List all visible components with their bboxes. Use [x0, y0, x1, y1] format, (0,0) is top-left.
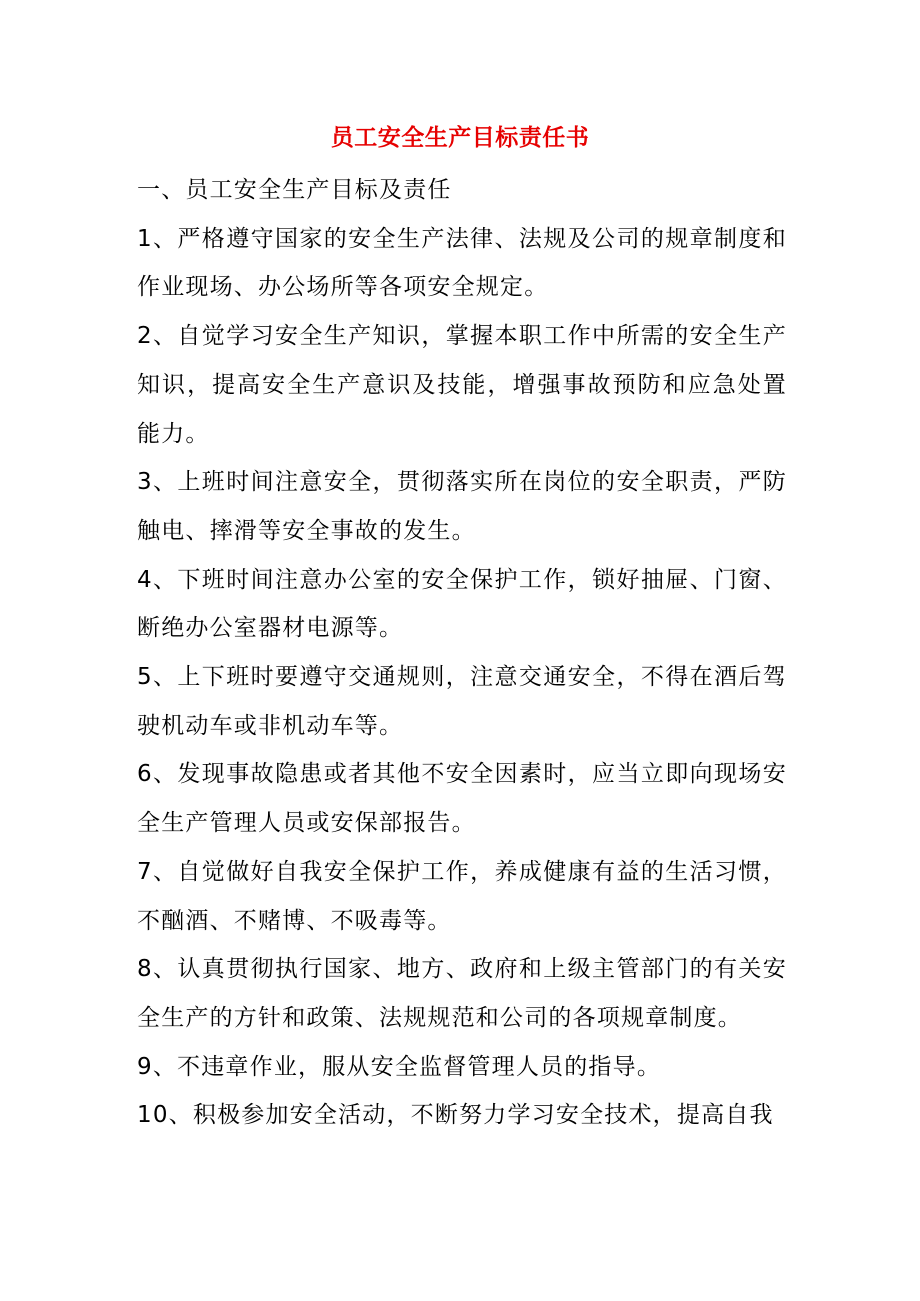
- responsibility-item-1: 1、严格遵守国家的安全生产法律、法规及公司的规章制度和作业现场、办公场所等各项安全规定。: [137, 225, 787, 301]
- responsibility-item-7: 7、自觉做好自我安全保护工作，养成健康有益的生活习惯，不酗酒、不赌博、不吸毒等。: [137, 858, 787, 934]
- responsibility-item-5: 5、上下班时要遵守交通规则，注意交通安全，不得在酒后驾驶机动车或非机动车等。: [137, 664, 787, 739]
- responsibility-item-3: 3、上班时间注意安全，贯彻落实所在岗位的安全职责，严防触电、摔滑等安全事故的发生。: [137, 469, 787, 544]
- responsibility-item-10: 10、积极参加安全活动，不断努力学习安全技术，提高自我: [137, 1102, 774, 1129]
- responsibility-item-6: 6、发现事故隐患或者其他不安全因素时，应当立即向现场安全生产管理人员或安保部报告。: [137, 761, 787, 837]
- responsibility-item-8: 8、认真贯彻执行国家、地方、政府和上级主管部门的有关安全生产的方针和政策、法规规范和公司的各项规章制度。: [137, 956, 787, 1031]
- document-title: 员工安全生产目标责任书: [330, 125, 590, 151]
- responsibility-item-2: 2、自觉学习安全生产知识，掌握本职工作中所需的安全生产知识，提高安全生产意识及技能，增强事故预防和应急处置能力。: [137, 323, 787, 447]
- section-heading: 一、员工安全生产目标及责任: [137, 177, 452, 203]
- document-body: [137, 166, 787, 1140]
- responsibility-item-9: 9、不违章作业，服从安全监督管理人员的指导。: [137, 1053, 662, 1080]
- responsibility-item-4: 4、下班时间注意办公室的安全保护工作，锁好抽屉、门窗、断绝办公室器材电源等。: [137, 566, 787, 642]
